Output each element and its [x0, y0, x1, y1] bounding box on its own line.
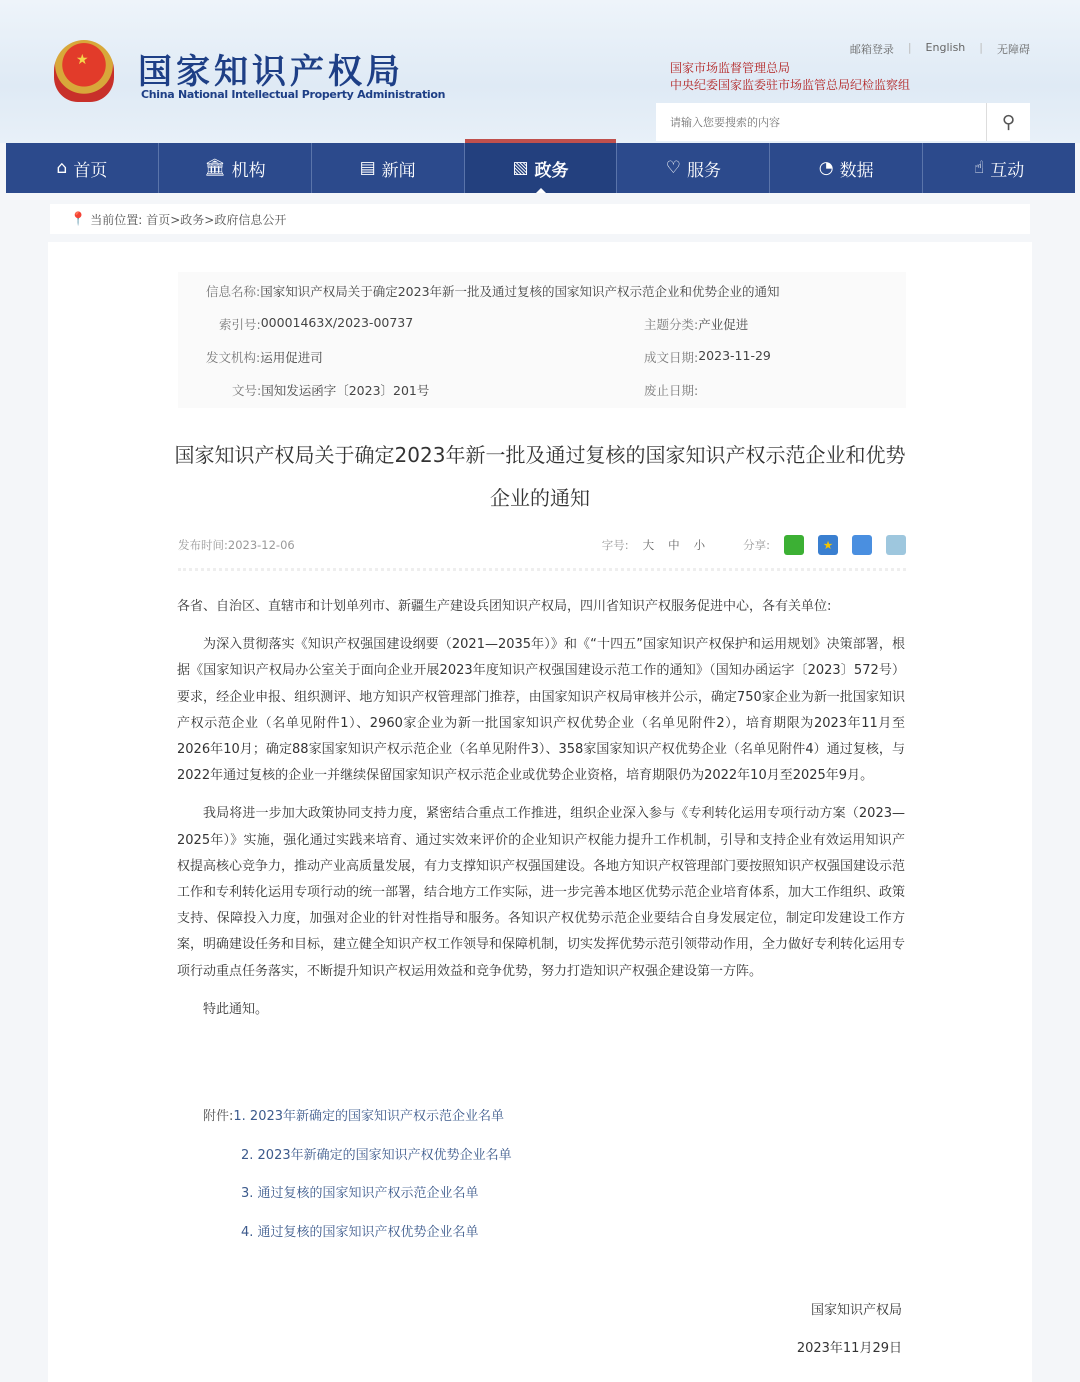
- samr-link[interactable]: 国家市场监督管理总局: [670, 61, 791, 75]
- attachment-label: 附件:: [203, 1109, 234, 1124]
- search-bar: [656, 103, 1030, 141]
- nav-label: 新闻: [381, 160, 416, 181]
- content-panel: [48, 242, 1032, 1382]
- service-icon: ♡: [665, 158, 681, 178]
- paragraph: 我局将进一步加大政策协同支持力度，紧密结合重点工作推进，组织企业深入参与《专利转化运用专项行动方案（2023—2025年）》实施，强化通过实践来培育、通过实效来评价的企业知识产权能力提升工作机制，引导和支持企业有效运用知识产权提高核心竞争力，推动产业高质量发展，有力支撑知识产权强国建设。各地方知识产权管理部门要按照知识产权强国建设示范工作和专利转化运用专项行动的统一部署，结合地方工作实际，进一步完善本地区优势示范企业培育体系，加大工作组织、政策支持、保障投入力度，加强对企业的针对性指导和服务。各知识产权优势示范企业要结合自身发展定位，制定印发建设工作方案，明确建设任务和目标，建立健全知识产权工作领导和保障机制，切实发挥优势示范引领带动作用，全力做好专利转化运用专项行动重点任务落实，不断提升知识产权运用效益和竞争优势，努力打造知识产权强企建设第一方阵。: [177, 806, 906, 979]
- accessibility-link[interactable]: 无障碍: [997, 43, 1030, 56]
- paragraph: 为深入贯彻落实《知识产权强国建设纲要（2021—2035年）》和《“十四五”国家知识产权保护和运用规划》决策部署，根据《国家知识产权局办公室关于面向企业开展2023年度知识产权强国建设示范工作的通知》（国知办函运字〔2023〕572号）要求，经企业申报、组织测评、地方知识产权管理部门推荐，由国家知识产权局审核并公示，确定750家企业为新一批国家知识产权示范企业（名单见附件1）、2960家企业为新一批国家知识产权优势企业（名单见附件2），培育期限为2023年11月至2026年10月；确定88家国家知识产权示范企业（名单见附件3）、358家国家知识产权优势企业（名单见附件4）通过复核，与2022年通过复核的企业一并继续保留国家知识产权示范企业或优势企业资格，培育期限仍为2022年10月至2025年9月。: [177, 637, 905, 784]
- nav-label: 数据: [839, 160, 874, 181]
- location-pin-icon: 📍: [70, 211, 87, 227]
- article-body: [177, 594, 905, 1035]
- qzone-share-icon[interactable]: ★: [818, 535, 838, 555]
- attachments: [203, 1098, 512, 1252]
- breadcrumb-path[interactable]: 首页>政务>政府信息公开: [146, 212, 287, 227]
- mail-login-link[interactable]: 邮箱登录: [849, 43, 894, 56]
- nav-item-0[interactable]: [6, 143, 159, 193]
- related-links: [670, 60, 910, 94]
- font-size-label: 字号:: [601, 538, 629, 552]
- topic-label: 主题分类:: [644, 317, 699, 332]
- nav-label: 首页: [73, 160, 108, 181]
- nav-label: 政务: [534, 160, 569, 181]
- document-icon: ▧: [512, 158, 529, 178]
- hand-icon: ☝: [973, 158, 985, 178]
- top-links: [850, 41, 1030, 57]
- search-input[interactable]: [656, 116, 986, 129]
- main-nav: [6, 143, 1075, 193]
- font-large-button[interactable]: 大: [642, 538, 655, 552]
- nav-item-1[interactable]: [159, 143, 312, 193]
- nav-item-2[interactable]: [312, 143, 465, 193]
- salutation: 各省、自治区、直辖市和计划单列市、新疆生产建设兵团知识产权局，四川省知识产权服务促进中心，各有关单位:: [177, 599, 832, 614]
- attachment-link[interactable]: 3. 通过复核的国家知识产权示范企业名单: [241, 1186, 479, 1201]
- search-button[interactable]: [986, 103, 1030, 141]
- docno-label: 文号:: [232, 383, 262, 398]
- paragraph: 特此通知。: [203, 1001, 269, 1017]
- nav-label: 机构: [231, 160, 266, 181]
- org-label: 发文机构:: [206, 350, 261, 365]
- site-logo-subtitle: China National Intellectual Property Administration: [141, 88, 446, 101]
- chart-icon: ◔: [818, 158, 834, 178]
- info-box: [178, 272, 906, 408]
- publish-time: 发布时间:2023-12-06: [178, 538, 295, 552]
- sign-date: 2023年11月29日: [796, 1341, 902, 1356]
- nav-item-5[interactable]: [770, 143, 923, 193]
- national-emblem-logo: ★: [54, 40, 114, 102]
- topic-value: 产业促进: [698, 317, 749, 332]
- breadcrumb-label: 当前位置:: [90, 212, 143, 227]
- news-icon: ▤: [359, 158, 376, 178]
- article-title: 国家知识产权局关于确定2023年新一批及通过复核的国家知识产权示范企业和优势企业的通知: [174, 443, 906, 510]
- breadcrumb: [50, 204, 1030, 234]
- attachment-link[interactable]: 2. 2023年新确定的国家知识产权优势企业名单: [241, 1147, 512, 1163]
- wechat-share-icon[interactable]: [784, 535, 804, 555]
- weibo-share-icon[interactable]: [886, 535, 906, 555]
- nav-label: 服务: [686, 160, 721, 181]
- institution-icon: 🏛: [203, 158, 226, 178]
- info-name: 国家知识产权局关于确定2023年新一批及通过复核的国家知识产权示范企业和优势企业的通知: [260, 284, 780, 299]
- nav-item-4[interactable]: [617, 143, 770, 193]
- article-meta: [178, 530, 906, 560]
- index-label: 索引号:: [219, 317, 261, 332]
- org-value: 运用促进司: [260, 350, 323, 365]
- signature: [797, 1292, 902, 1368]
- divider: |: [907, 41, 912, 54]
- font-small-button[interactable]: 小: [693, 538, 706, 552]
- nav-item-3[interactable]: [465, 143, 618, 193]
- search-icon: ⚲: [1001, 111, 1016, 133]
- site-header: [0, 0, 1080, 143]
- expire-label: 废止日期:: [644, 383, 699, 398]
- divider: [178, 568, 906, 571]
- index-value: 00001463X/2023-00737: [260, 315, 414, 330]
- docno-value: 国知发运函字〔2023〕201号: [261, 383, 430, 398]
- nav-item-6[interactable]: [923, 143, 1075, 193]
- date-value: 2023-11-29: [698, 348, 771, 363]
- site-logo-title[interactable]: 国家知识产权局: [138, 52, 404, 92]
- attachment-link[interactable]: 4. 通过复核的国家知识产权优势企业名单: [241, 1224, 479, 1240]
- signer: 国家知识产权局: [810, 1303, 902, 1318]
- nav-label: 互动: [990, 160, 1025, 181]
- divider: |: [979, 41, 983, 54]
- qq-share-icon[interactable]: [852, 535, 872, 555]
- discipline-inspection-link[interactable]: 中央纪委国家监委驻市场监管总局纪检监察组: [670, 78, 911, 92]
- english-link[interactable]: English: [925, 41, 966, 54]
- info-name-label: 信息名称:: [206, 284, 261, 299]
- attachment-link[interactable]: 1. 2023年新确定的国家知识产权示范企业名单: [233, 1109, 505, 1124]
- share-label: 分享:: [743, 538, 770, 552]
- date-label: 成文日期:: [644, 350, 699, 365]
- font-medium-button[interactable]: 中: [668, 538, 680, 552]
- home-icon: ⌂: [56, 158, 68, 178]
